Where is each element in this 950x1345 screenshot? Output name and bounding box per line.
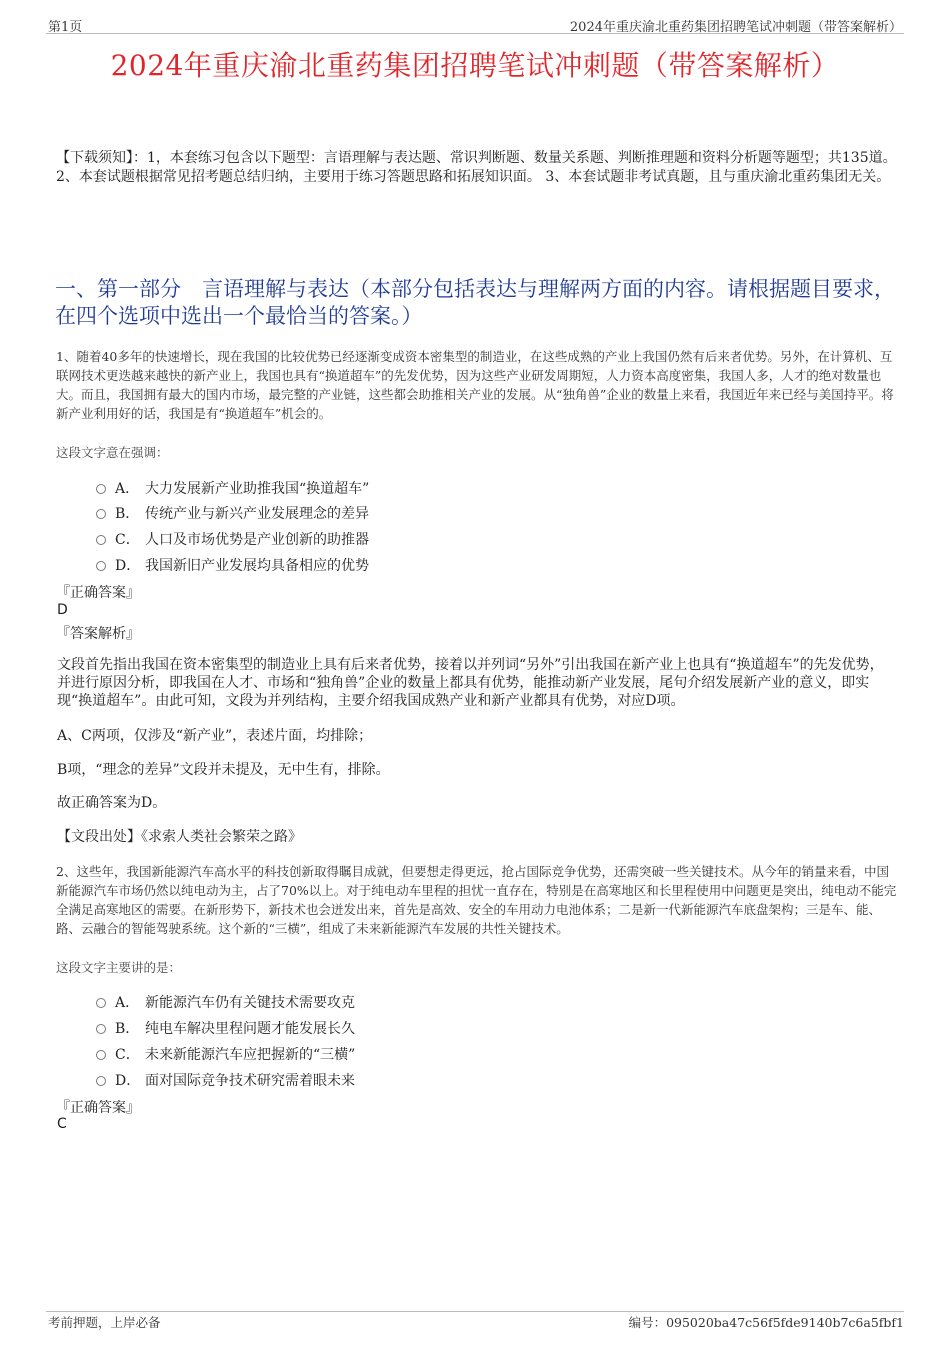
radio-icon[interactable] <box>96 509 106 519</box>
question-1-analysis-ac: A、C两项，仅涉及“新产业”，表述片面，均排除； <box>57 728 373 744</box>
page-title: 2024年重庆渝北重药集团招聘笔试冲刺题（带答案解析） <box>110 49 840 82</box>
header-divider <box>46 33 904 34</box>
question-1-analysis-label: 『答案解析』 <box>56 626 140 642</box>
header-page-number: 第1页 <box>48 20 83 35</box>
question-1-option-a[interactable]: A． 大力发展新产业助推我国“换道超车” <box>96 478 369 498</box>
section-title: 一、第一部分 言语理解与表达（本部分包括表达与理解两方面的内容。请根据题目要求，在四个选项中选出一个最恰当的答案。） <box>55 277 895 328</box>
radio-icon[interactable] <box>96 561 106 571</box>
question-1-analysis-main: 文段首先指出我国在资本密集型的制造业上具有后来者优势，接着以并列词“另外”引出我国在新产业上也具有“换道超车”的先发优势，并进行原因分析，即我国在人才、市场和“独角兽”企业的数量上都具有优势，能推动新产业发展，尾句介绍发展新产业的意义，即实现“换道超车”。由此可知，文段为并列结构，主要介绍我国成熟产业和新产业都具有优势，对应D项。 <box>57 657 884 709</box>
question-1-option-b[interactable]: B． 传统产业与新兴产业发展理念的差异 <box>96 503 369 523</box>
question-1-analysis-conclusion: 故正确答案为D。 <box>57 795 167 811</box>
question-2-option-b[interactable]: B． 纯电车解决里程问题才能发展长久 <box>96 1018 355 1038</box>
header-doc-title: 2024年重庆渝北重药集团招聘笔试冲刺题（带答案解析） <box>569 20 902 35</box>
question-2-text: 2、这些年，我国新能源汽车高水平的科技创新取得瞩目成就，但要想走得更远，抢占国际竞争优势，还需突破一些关键技术。从今年的销量来看，中国新能源汽车市场仍然以纯电动为主，占了70%以上。对于纯电动车里程的担忧一直存在，特别是在高寒地区和长里程使用中问题更是突出，纯电动不能完全满足高寒地区的需要。在新形势下，新技术也会迸发出来，首先是高效、安全的车用动力电池体系；二是新一代新能源汽车底盘架构；三是车、能、路、云融合的智能驾驶系统。这个新的“三横”，组成了未来新能源汽车发展的共性关键技术。 <box>56 864 897 936</box>
footer-slogan: 考前押题，上岸必备 <box>48 1315 161 1330</box>
question-2-answer-label: 『正确答案』 <box>56 1100 140 1116</box>
radio-icon[interactable] <box>96 484 106 494</box>
question-2-option-a[interactable]: A． 新能源汽车仍有关键技术需要攻克 <box>96 992 355 1012</box>
radio-icon[interactable] <box>96 535 106 545</box>
question-2-option-c[interactable]: C． 未来新能源汽车应把握新的“三横” <box>96 1044 355 1064</box>
question-1-answer-label: 『正确答案』 <box>56 585 140 601</box>
question-1-prompt: 这段文字意在强调： <box>56 445 169 460</box>
question-1-option-d[interactable]: D． 我国新旧产业发展均具备相应的优势 <box>96 555 369 575</box>
question-1-answer: D <box>57 602 68 618</box>
radio-icon[interactable] <box>96 1024 106 1034</box>
question-2-option-d[interactable]: D． 面对国际竞争技术研究需着眼未来 <box>96 1070 355 1090</box>
question-2-answer: C <box>57 1116 67 1132</box>
question-1-option-c[interactable]: C． 人口及市场优势是产业创新的助推器 <box>96 529 369 549</box>
radio-icon[interactable] <box>96 1050 106 1060</box>
radio-icon[interactable] <box>96 1076 106 1086</box>
question-1-source: 【文段出处】《求索人类社会繁荣之路》 <box>57 829 302 845</box>
download-notice: 【下载须知】：1，本套练习包含以下题型：言语理解与表达题、常识判断题、数量关系题、判断推理题和资料分析题等题型；共135道。 2、本套试题根据常见招考题总结归纳，主要用于练习答题思路和拓展知识面。 3、本套试题非考试真题，且与重庆渝北重药集团无关。 <box>56 150 897 185</box>
radio-icon[interactable] <box>96 998 106 1008</box>
question-2-prompt: 这段文字主要讲的是： <box>56 960 182 975</box>
question-1-analysis-b: B项，“理念的差异”文段并未提及，无中生有，排除。 <box>57 762 390 778</box>
footer-divider <box>46 1311 904 1312</box>
question-1-text: 1、随着40多年的快速增长，现在我国的比较优势已经逐渐变成资本密集型的制造业，在这些成熟的产业上我国仍然有后来者优势。另外，在计算机、互联网技术更迭越来越快的新产业上，我国也具有“换道超车”的先发优势，因为这些产业研发周期短，人力资本高度密集，我国人多，人才的绝对数量也大。而且，我国拥有最大的国内市场，最完整的产业链，这些都会助推相关产业的发展。从“独角兽”企业的数量上来看，我国近年来已经与美国持平。将新产业利用好的话，我国是有“换道超车”机会的。 <box>56 349 894 421</box>
footer-code: 编号：095020ba47c56f5fde9140b7c6a5fbf1 <box>628 1315 904 1330</box>
